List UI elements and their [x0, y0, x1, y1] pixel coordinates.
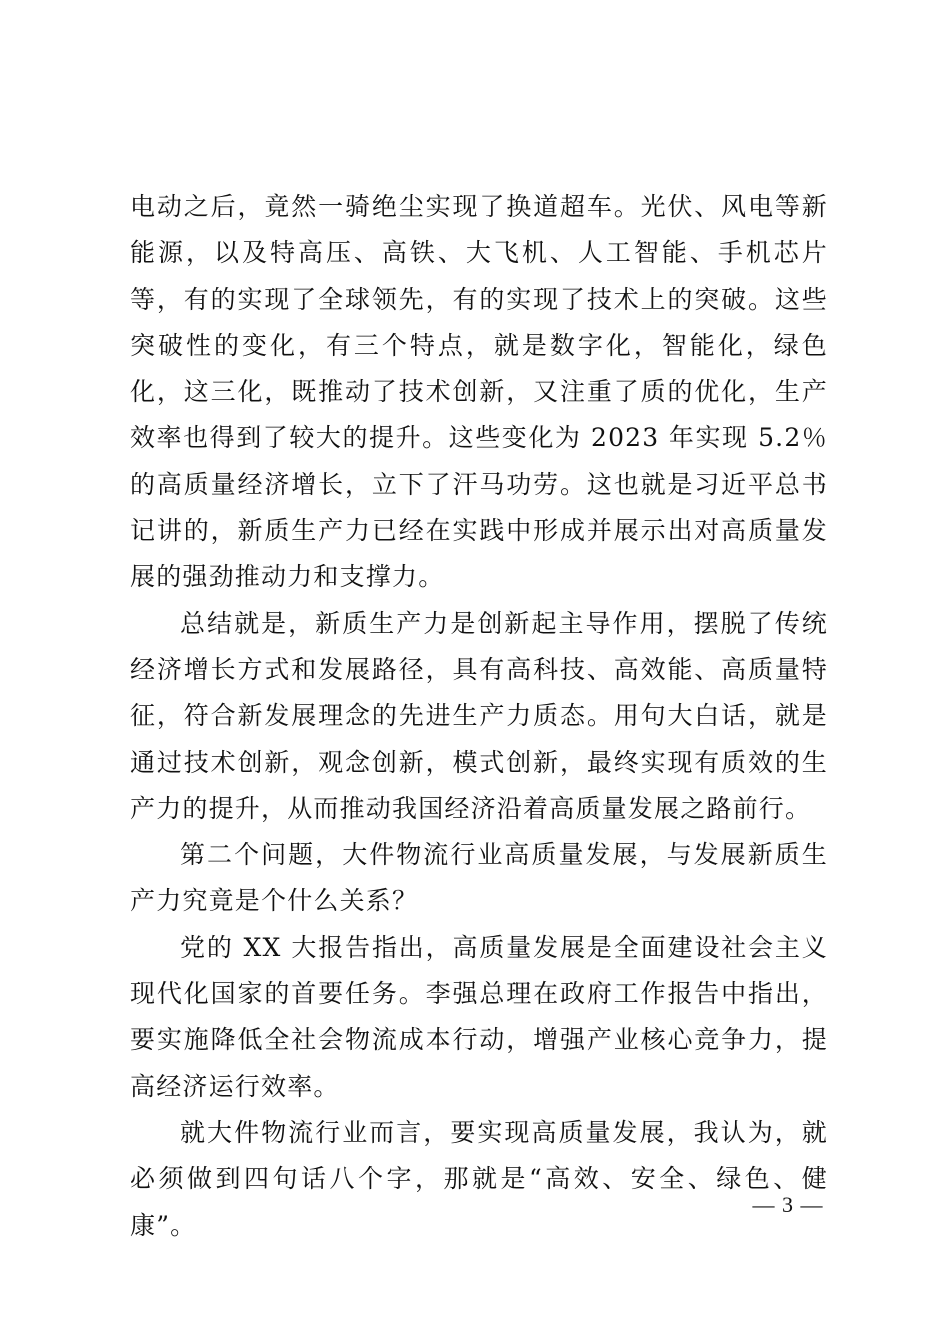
page-number: — 3 — [752, 1192, 824, 1217]
paragraph-1: 电动之后，竟然一骑绝尘实现了换道超车。光伏、风电等新能源，以及特高压、高铁、大飞机、人工智能、手机芯片等，有的实现了全球领先，有的实现了技术上的突破。这些突破性的变化，有三个特点，就是数字化，智能化，绿色化，这三化，既推动了技术创新，又注重了质的优化，生产效率也得到了较大的提升。这些变化为 2023 年实现 5.2％的高质量经济增长，立下了汗马功劳。这也就是习近平总书记讲的，新质生产力已经在实践中形成并展示出对高质量发展的强劲推动力和支撑力。 [130, 192, 828, 592]
paragraph-4: 党的 XX 大报告指出，高质量发展是全面建设社会主义现代化国家的首要任务。李强总理在政府工作报告中指出，要实施降低全社会物流成本行动，增强产业核心竞争力，提高经济运行效率。 [130, 932, 828, 1101]
paragraph-2: 总结就是，新质生产力是创新起主导作用，摆脱了传统经济增长方式和发展路径，具有高科技、高效能、高质量特征，符合新发展理念的先进生产力质态。用句大白话，就是通过技术创新，观念创新，模式创新，最终实现有质效的生产力的提升，从而推动我国经济沿着高质量发展之路前行。 [130, 608, 828, 823]
paragraph-3: 第二个问题，大件物流行业高质量发展，与发展新质生产力究竟是个什么关系？ [130, 840, 828, 916]
paragraph-5: 就大件物流行业而言，要实现高质量发展，我认为，就必须做到四句话八个字，那就是“高效、安全、绿色、健康”。 [130, 1117, 828, 1240]
document-body [130, 184, 828, 1249]
